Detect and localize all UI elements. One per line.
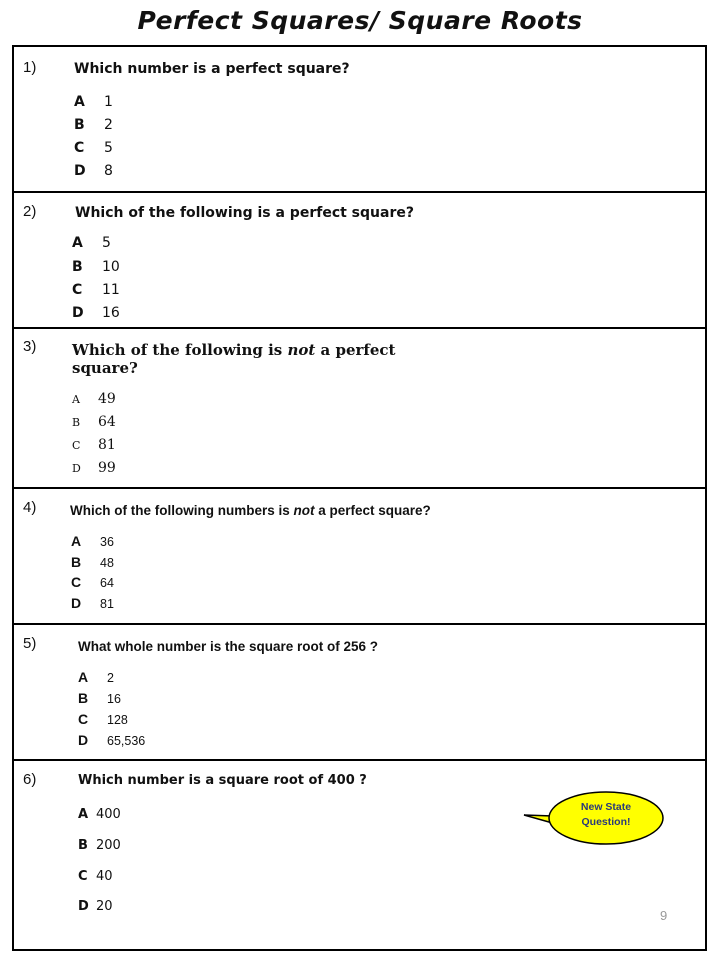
choice-letter: A [78,669,89,685]
choice-letter: A [78,807,89,822]
choice-letter: C [72,439,81,452]
callout-line-1: New State [580,801,632,813]
choice-letter: B [78,838,88,853]
question-emphasis: not [293,503,315,518]
choice-a [74,94,113,110]
choice-letter: C [72,282,83,298]
choice-value: 400 [96,807,121,822]
choice-letter: A [72,235,83,251]
choice-value: 16 [102,305,120,321]
callout-label [556,800,656,830]
choice-value: 128 [107,713,128,727]
question-text [72,341,395,377]
choice-value: 64 [98,414,116,430]
question-1 [14,47,705,193]
choice-d [72,460,116,476]
choice-value: 20 [96,899,113,914]
choice-letter: B [72,259,83,275]
choice-value: 48 [100,556,114,570]
choice-d [78,732,145,748]
choice-letter: D [78,899,89,914]
choice-value: 49 [98,391,116,407]
choice-value: 10 [102,259,120,275]
choice-value: 2 [104,117,113,133]
question-text: What whole number is the square root of 256 ? [78,639,379,654]
choice-d [78,899,113,914]
question-2 [14,193,705,329]
choice-letter: D [71,595,82,611]
question-emphasis: not [287,341,316,359]
choice-value: 1 [104,94,113,110]
question-text: Which number is a square root of 400 ? [78,773,367,788]
question-number: 1) [23,59,37,76]
choice-value: 81 [98,437,116,453]
question-text-part: a perfect square? [314,503,431,518]
choice-d [74,163,113,179]
choice-c [72,282,120,298]
choice-d [72,305,120,321]
question-text [70,503,431,518]
question-number: 4) [23,499,37,516]
choice-a [72,391,116,407]
choice-letter: D [78,732,89,748]
choice-value: 5 [102,235,111,251]
choice-b [71,554,114,570]
page-title: Perfect Squares/ Square Roots [137,6,583,35]
choice-value: 65,536 [107,734,146,748]
question-5 [14,625,705,761]
choice-value: 99 [98,460,116,476]
choice-letter: C [78,869,88,884]
choice-a [78,669,114,685]
choice-b [72,259,120,275]
choice-value: 64 [100,576,114,590]
choice-value: 2 [107,671,114,685]
choice-letter: D [74,163,86,179]
question-text: Which number is a perfect square? [74,61,350,77]
question-text-part: Which of the following numbers is [70,503,294,518]
question-text-part: Which of the following is [72,341,288,359]
question-3 [14,329,705,489]
question-number: 2) [23,203,37,220]
question-number: 6) [23,771,37,788]
question-text-part: a perfect [315,341,396,359]
question-number: 5) [23,635,37,652]
question-text: Which of the following is a perfect square? [75,205,414,221]
choice-c [71,574,114,590]
choice-b [74,117,113,133]
question-number: 3) [23,338,37,355]
choice-value: 200 [96,838,121,853]
choice-letter: C [78,711,89,727]
choice-letter: A [74,94,85,110]
choice-d [71,595,114,611]
choice-value: 40 [96,869,113,884]
choice-value: 81 [100,597,114,611]
choice-a [78,807,121,822]
callout-line-2: Question! [581,816,631,828]
choice-letter: D [72,305,84,321]
question-text-part: square? [72,359,138,377]
choice-letter: D [72,462,81,475]
choice-value: 16 [107,692,121,706]
choice-letter: A [71,533,82,549]
question-4 [14,489,705,625]
choice-c [78,869,113,884]
choice-value: 11 [102,282,120,298]
choice-b [78,838,121,853]
choice-letter: A [72,393,80,406]
choice-c [72,437,116,453]
choice-a [71,533,114,549]
choice-letter: B [72,416,81,429]
choice-c [78,711,128,727]
choice-b [72,414,116,430]
choice-a [72,235,111,251]
choice-value: 8 [104,163,113,179]
choice-letter: B [71,554,82,570]
choice-value: 5 [104,140,113,156]
choice-letter: B [78,690,89,706]
page-number: 9 [660,908,668,923]
choice-letter: B [74,117,85,133]
choice-letter: C [74,140,85,156]
choice-c [74,140,113,156]
choice-value: 36 [100,535,114,549]
choice-b [78,690,121,706]
choice-letter: C [71,574,82,590]
